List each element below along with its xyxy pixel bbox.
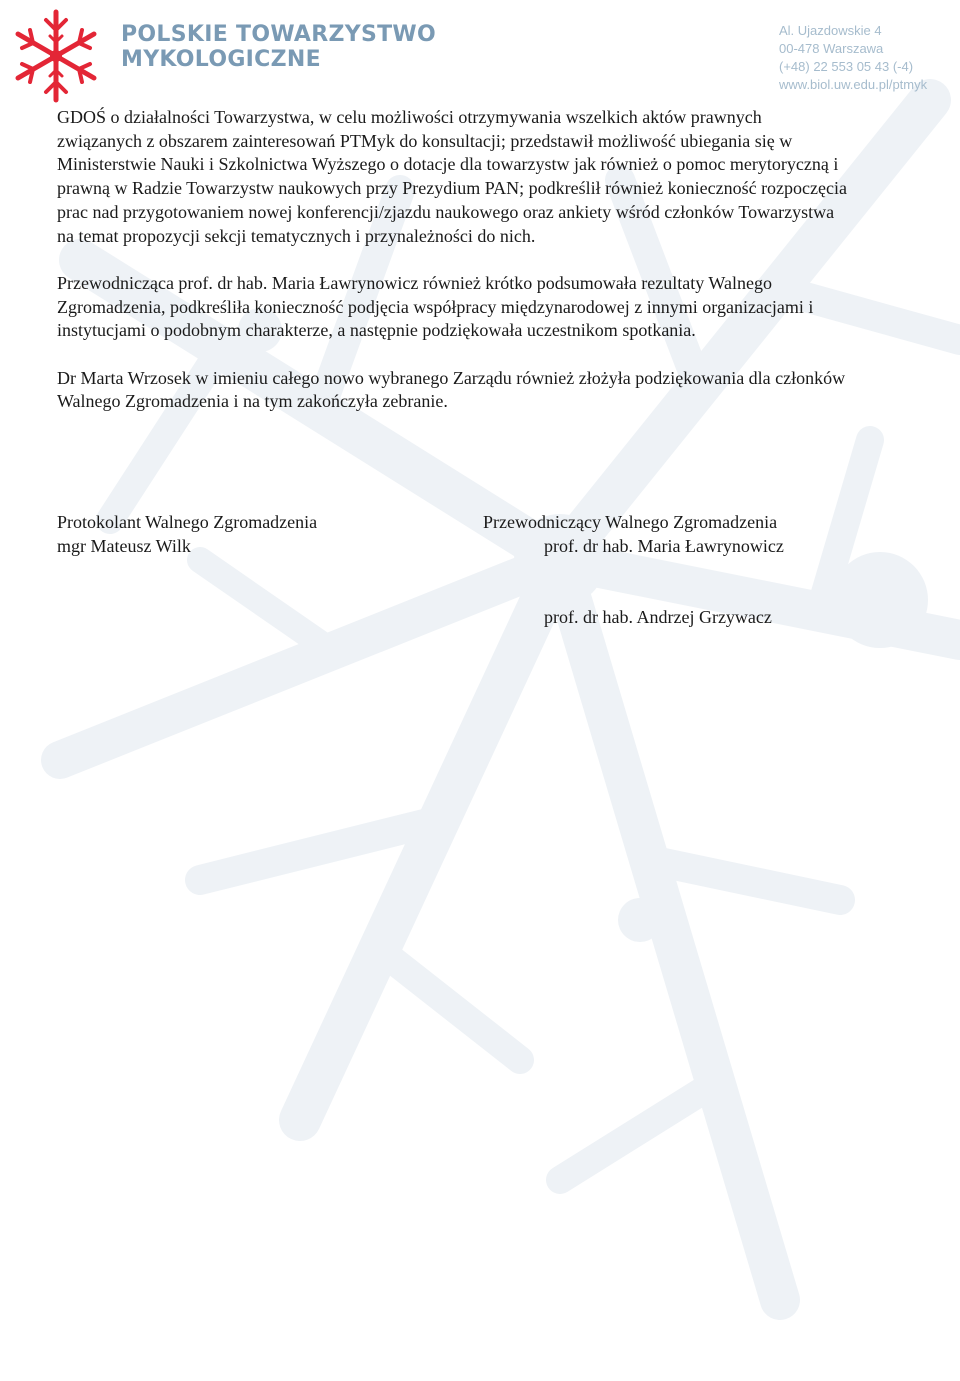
address-website: www.biol.uw.edu.pl/ptmyk <box>779 77 928 92</box>
address-street: Al. Ujazdowskie 4 <box>779 23 882 38</box>
address-block <box>779 22 927 94</box>
document-body <box>57 106 847 438</box>
signature-right-name-2: prof. dr hab. Andrzej Grzywacz <box>544 607 772 627</box>
red-snowflake-logo-icon <box>8 8 104 104</box>
address-city: 00-478 Warszawa <box>779 41 884 56</box>
signature-right-role: Przewodniczący Walnego Zgromadzenia <box>483 512 778 532</box>
organization-name-line-1: POLSKIE TOWARZYSTWO <box>121 22 436 47</box>
signature-left <box>57 511 317 558</box>
body-paragraph-2: Przewodnicząca prof. dr hab. Maria Ławrynowicz również krótko podsumowała rezultaty Walnego Zgromadzenia, podkreśliła konieczność podjęcia współpracy międzynarodowej z innymi organizacjami i instytucjami o podobnym charakterze, a następnie podziękowała uczestnikom spotkania. <box>57 272 814 341</box>
signature-left-role: Protokolant Walnego Zgromadzenia <box>57 512 318 532</box>
body-paragraph-1: GDOŚ o działalności Towarzystwa, w celu możliwości otrzymywania wszelkich aktów prawnych związanych z obszarem zainteresowań PTMyk do konsultacji; przedstawił możliwość ubiegania się w Ministerstwie Nauki i Szkolnictwa Wyższego o dotacje dla towarzystw jak również o pomoc merytoryczną i prawną w Radzie Towarzystw naukowych przy Prezydium PAN; podkreślił również konieczność rozpoczęcia prac nad przygotowaniem nowej konferencji/zjazdu naukowego oraz ankiety wśród członków Towarzystwa na temat propozycji sekcji tematycznych i przynależności do nich. <box>57 107 847 246</box>
signature-right-name: prof. dr hab. Maria Ławrynowicz <box>544 536 784 556</box>
organization-name-line-2: MYKOLOGICZNE <box>121 47 321 72</box>
body-paragraph-3: Dr Marta Wrzosek w imieniu całego nowo wybranego Zarządu również złożyła podziękowania dla członków Walnego Zgromadzenia i na tym zakończyła zebranie. <box>57 367 846 412</box>
signature-left-name: mgr Mateusz Wilk <box>57 535 191 556</box>
organization-name <box>121 22 436 72</box>
address-phone: (+48) 22 553 05 43 (-4) <box>779 59 914 74</box>
